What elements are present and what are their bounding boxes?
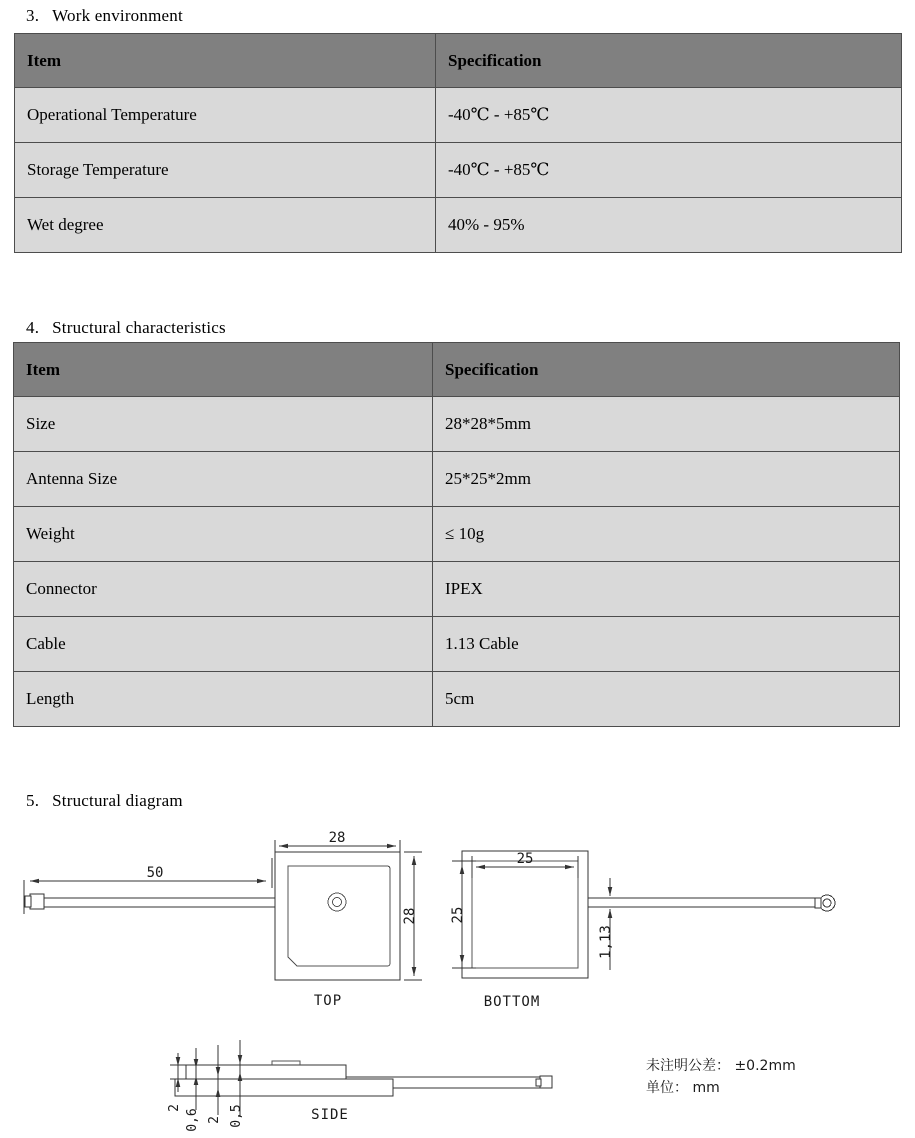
cell-spec: -40℃ - +85℃	[436, 88, 902, 143]
column-header-item: Item	[15, 34, 436, 88]
cell-item: Storage Temperature	[15, 143, 436, 198]
dimension-side-a: 2	[167, 1104, 182, 1112]
cell-item: Size	[14, 397, 433, 452]
table-header-row	[14, 343, 900, 397]
table-row	[15, 143, 902, 198]
section-number: 4	[26, 318, 35, 337]
view-label-top: TOP	[313, 993, 343, 1009]
cell-spec: 5cm	[433, 672, 900, 727]
section-separator: .	[34, 791, 40, 810]
section-separator: .	[34, 6, 40, 25]
column-header-item: Item	[14, 343, 433, 397]
section-number: 5	[26, 791, 35, 810]
cell-spec: -40℃ - +85℃	[436, 143, 902, 198]
work-environment-table	[14, 33, 902, 253]
structural-characteristics-table	[13, 342, 900, 727]
dimension-cable-diameter: 1,13	[598, 925, 614, 959]
column-header-specification: Specification	[436, 34, 902, 88]
section-title: Work environment	[52, 6, 183, 25]
cell-item: Length	[14, 672, 433, 727]
cell-item: Operational Temperature	[15, 88, 436, 143]
table-row	[14, 617, 900, 672]
drawing-notes	[646, 1056, 796, 1099]
note-unit: 单位： mm	[646, 1079, 720, 1096]
cell-spec: 28*28*5mm	[433, 397, 900, 452]
dimension-top-width: 28	[328, 830, 346, 846]
section-heading-structural-characteristics	[26, 318, 226, 338]
table-row	[14, 562, 900, 617]
cell-spec: ≤ 10g	[433, 507, 900, 562]
table-row	[15, 88, 902, 143]
cell-item: Cable	[14, 617, 433, 672]
section-heading-work-environment	[26, 6, 183, 26]
dimension-top-height: 28	[402, 907, 418, 925]
section-title: Structural diagram	[52, 791, 183, 810]
dimension-bottom-width: 25	[516, 851, 534, 867]
cell-item: Wet degree	[15, 198, 436, 253]
cell-spec: 1.13 Cable	[433, 617, 900, 672]
cell-item: Connector	[14, 562, 433, 617]
cell-spec: 25*25*2mm	[433, 452, 900, 507]
table-row	[14, 452, 900, 507]
cell-spec: IPEX	[433, 562, 900, 617]
dimension-cable-length: 50	[146, 865, 164, 881]
dimension-side-b: 0,6	[185, 1108, 200, 1132]
table-row	[15, 198, 902, 253]
cell-item: Antenna Size	[14, 452, 433, 507]
dimension-side-c: 2	[207, 1116, 222, 1124]
dimension-bottom-height: 25	[450, 906, 466, 924]
table-row	[14, 672, 900, 727]
table-row	[14, 507, 900, 562]
table-row	[14, 397, 900, 452]
column-header-specification: Specification	[433, 343, 900, 397]
cell-item: Weight	[14, 507, 433, 562]
section-number: 3	[26, 6, 35, 25]
view-label-bottom: BOTTOM	[483, 994, 541, 1010]
dimension-side-d: 0,5	[229, 1104, 244, 1128]
section-title: Structural characteristics	[52, 318, 226, 337]
note-tolerance: 未注明公差： ±0.2mm	[646, 1058, 796, 1074]
section-separator: .	[34, 318, 40, 337]
cell-spec: 40% - 95%	[436, 198, 902, 253]
section-heading-structural-diagram	[26, 791, 183, 811]
table-header-row	[15, 34, 902, 88]
view-label-side: SIDE	[311, 1107, 349, 1123]
